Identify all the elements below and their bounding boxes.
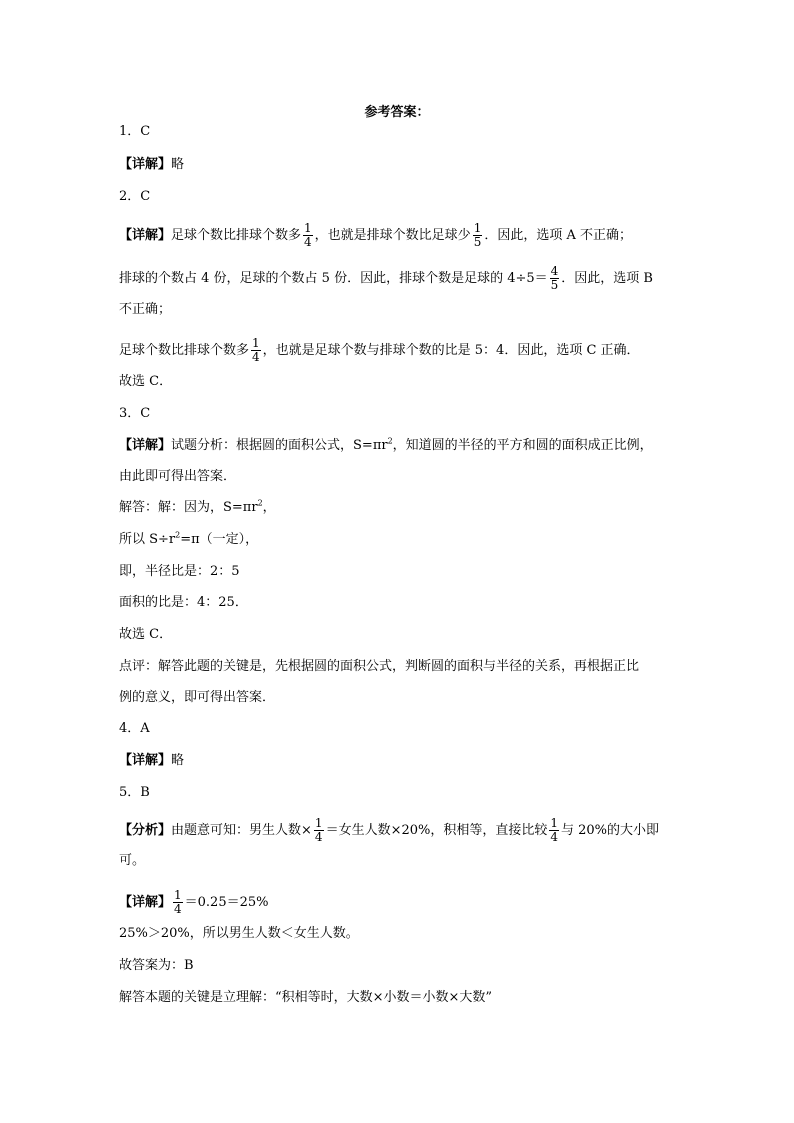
fraction	[303, 222, 313, 249]
fraction	[314, 817, 324, 844]
denominator: 5	[550, 278, 559, 292]
answer-2-detail-line-4	[119, 337, 640, 364]
answer-2-detail-line-3: 不正确；	[119, 302, 172, 317]
numerator: 1	[550, 816, 558, 830]
fraction	[173, 889, 183, 916]
answer-1-detail	[119, 157, 184, 173]
answer-3-line-6: 面积的比是：4：25．	[119, 595, 248, 610]
numerator: 1	[314, 816, 323, 830]
text: ，知道圆的半径的平方和圆的面积成正比例，	[392, 438, 653, 453]
answer-3-line-9: 例的意义，即可得出答案．	[119, 690, 276, 705]
answer-3-line-2: 由此即可得出答案．	[119, 469, 237, 484]
text: 与 20%的大小即	[561, 823, 660, 838]
text: ，也就是足球个数与排球个数的比是 5：4．因此，选项 C 正确．	[262, 343, 640, 358]
text: 排球的个数占 4 份，足球的个数占 5 份．因此，排球个数是足球的 4÷5＝	[119, 271, 548, 286]
numerator: 4	[550, 264, 559, 278]
answer-1-label: 1．C	[119, 124, 151, 139]
denominator: 4	[304, 235, 312, 249]
text: 所以 S÷r	[119, 532, 176, 547]
answer-5-analysis-line-2: 可。	[119, 853, 146, 868]
superscript: 2	[257, 498, 263, 508]
text: ＝女生人数×20%，积相等，直接比较	[325, 823, 548, 838]
answer-5-analysis	[119, 817, 659, 844]
fraction	[473, 222, 483, 249]
text: 由题意可知：男生人数×	[171, 823, 312, 838]
denominator: 4	[550, 830, 558, 844]
answer-5-detail-line-2: 25%＞20%，所以男生人数＜女生人数。	[119, 926, 359, 941]
answer-5-label: 5．B	[119, 785, 150, 800]
text: 解答：解：因为，S=πr	[119, 500, 258, 515]
detail-tag: 【详解】	[119, 895, 172, 910]
text: ．因此，选项 B	[561, 271, 653, 286]
answer-2-detail-line-2	[119, 265, 653, 292]
answer-3-line-8: 点评：解答此题的关键是，先根据圆的面积公式，判断圆的面积与半径的关系，再根据正比	[119, 659, 640, 674]
denominator: 4	[174, 902, 182, 916]
answer-4-detail	[119, 753, 184, 769]
text: ＝0.25＝25%	[184, 895, 269, 910]
answer-3-label: 3．C	[119, 406, 151, 421]
detail-tag: 【详解】	[119, 753, 172, 768]
text: ，也就是排球个数比足球少	[314, 228, 471, 243]
answer-3-line-1	[119, 438, 653, 454]
superscript: 2	[175, 530, 181, 540]
detail-tag: 【详解】	[119, 157, 172, 172]
answer-3-line-3	[119, 500, 276, 516]
numerator: 1	[473, 221, 482, 235]
answer-2-label: 2．C	[119, 189, 151, 204]
superscript: 2	[387, 436, 393, 446]
text: 足球个数比排球个数多	[171, 228, 302, 243]
denominator: 4	[252, 350, 260, 364]
fraction	[549, 817, 559, 844]
detail-text: 略	[171, 753, 185, 768]
page-title: 参考答案：	[364, 105, 430, 120]
numerator: 1	[304, 221, 312, 235]
denominator: 4	[314, 830, 323, 844]
numerator: 1	[174, 888, 182, 902]
fraction	[550, 265, 560, 292]
answer-2-detail-line-1	[119, 222, 632, 249]
numerator: 1	[252, 336, 260, 350]
text: ，	[262, 500, 276, 515]
answer-3-line-7: 故选 C．	[119, 627, 173, 642]
text: 足球个数比排球个数多	[119, 343, 250, 358]
text: ．因此，选项 A 不正确；	[484, 228, 632, 243]
detail-text: 略	[171, 157, 185, 172]
answer-3-line-5: 即，半径比是：2：5	[119, 564, 240, 579]
answer-5-detail-line-4: 解答本题的关键是立理解：“积相等时，大数×小数＝小数×大数”	[119, 990, 493, 1005]
text: =π（一定），	[180, 532, 259, 547]
detail-tag: 【详解】	[119, 228, 172, 243]
denominator: 5	[473, 235, 482, 249]
detail-tag: 【详解】	[119, 438, 172, 453]
fraction	[251, 337, 261, 364]
analysis-tag: 【分析】	[119, 823, 172, 838]
answer-4-label: 4．A	[119, 721, 150, 736]
answer-2-conclusion: 故选 C．	[119, 374, 173, 389]
answer-5-detail	[119, 889, 269, 916]
answer-3-line-4	[119, 532, 258, 548]
text: 试题分析：根据圆的面积公式，S=πr	[171, 438, 388, 453]
answer-5-detail-line-3: 故答案为：B	[119, 958, 194, 973]
